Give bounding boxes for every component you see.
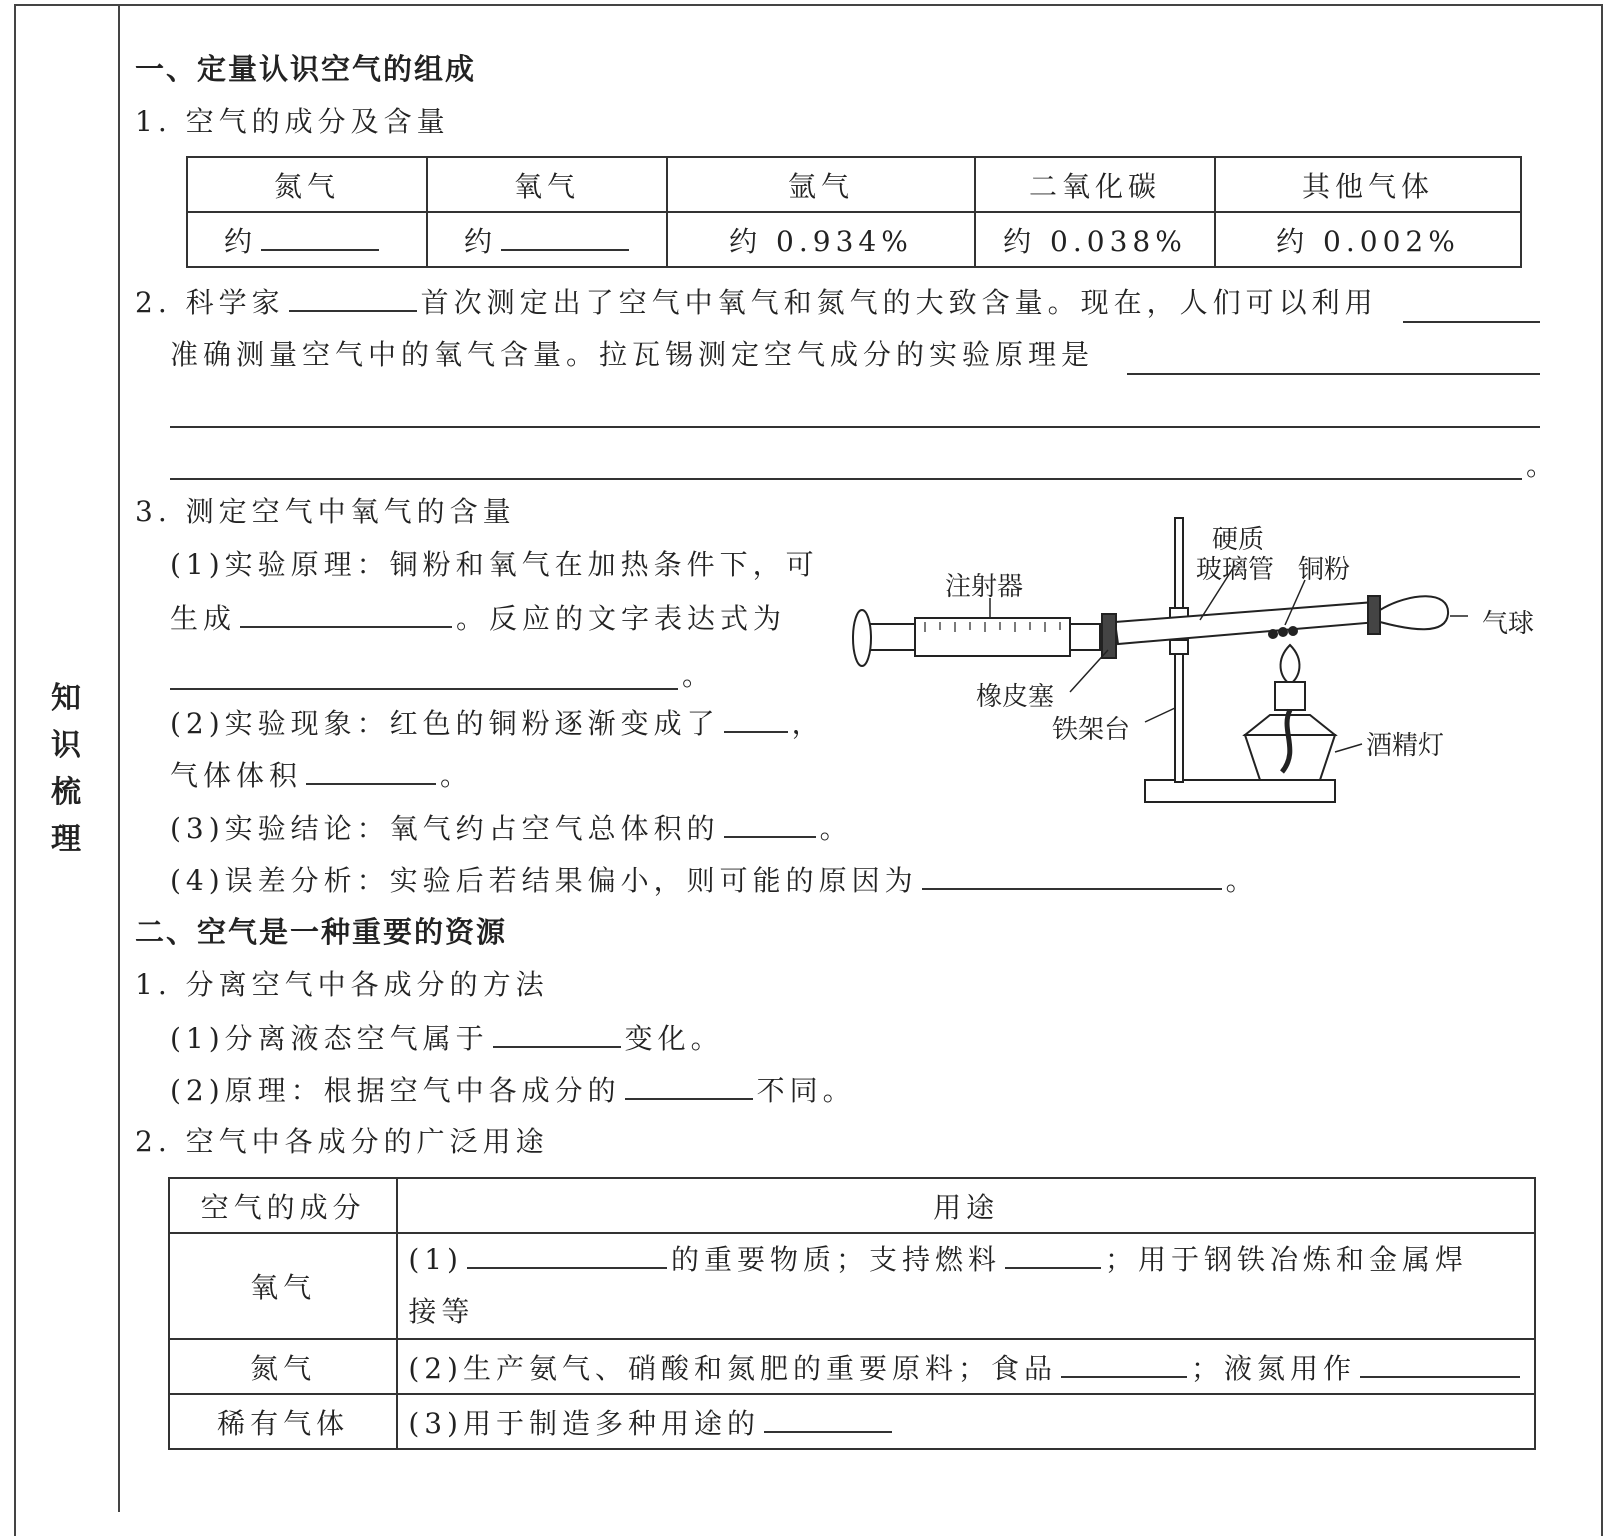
answer-blank[interactable]: [1403, 321, 1540, 323]
text-run: ；液氮用作: [1190, 1351, 1356, 1385]
sidebar-title: [44, 675, 88, 863]
answer-blank[interactable]: [289, 284, 417, 312]
table-cell: [427, 212, 667, 267]
principle-line1: (1)实验原理：铜粉和氧气在加热条件下，可: [170, 548, 819, 581]
separation-line1: [170, 1020, 724, 1057]
text-run: 接等: [408, 1295, 475, 1328]
section2-heading: 二、空气是一种重要的资源: [135, 915, 508, 949]
label-glass-tube: 玻璃管: [1196, 555, 1275, 585]
text-run: ；用于钢铁冶炼和金属焊: [1105, 1243, 1469, 1276]
answer-blank[interactable]: [170, 688, 678, 690]
label-rubber-stopper: 橡皮塞: [976, 682, 1055, 712]
section1-heading: 一、定量认识空气的组成: [135, 52, 477, 86]
answer-blank[interactable]: [306, 757, 436, 785]
table-header: 其他气体: [1215, 157, 1521, 212]
stand-base: [1145, 780, 1335, 802]
answer-blank[interactable]: [625, 1072, 753, 1100]
item2-line2: 准确测量空气中的氧气含量。拉瓦锡测定空气成分的实验原理是: [170, 338, 1095, 371]
text-run: 气体体积: [170, 759, 303, 792]
label-alcohol-lamp: 酒精灯: [1366, 731, 1445, 761]
table-header: 氧气: [427, 157, 667, 212]
uses-table: [168, 1177, 1536, 1450]
text-run: (2)原理：根据空气中各成分的: [170, 1074, 621, 1107]
sidebar-divider: [118, 4, 120, 1512]
table-cell-component: 稀有气体: [169, 1394, 397, 1449]
text-run: 不同。: [756, 1074, 856, 1107]
syringe-nozzle: [1070, 624, 1100, 650]
rubber-stopper-left: [1102, 614, 1116, 658]
table-cell-component: 氧气: [169, 1233, 397, 1339]
text-run: 首次测定出了空气中氧气和氮气的大致含量。现在，人们可以利用: [420, 286, 1378, 319]
table-cell-use: [397, 1394, 1535, 1449]
answer-blank[interactable]: [724, 705, 788, 733]
answer-blank[interactable]: [501, 223, 629, 251]
text-run: 生成: [170, 602, 237, 635]
text-run: ，: [791, 707, 825, 740]
error-analysis-line: [170, 862, 1259, 899]
text-run: (3)实验结论：氧气约占空气总体积的: [170, 812, 720, 845]
sidebar-char: 识: [51, 728, 81, 763]
table-cell-use: [397, 1233, 1535, 1339]
cell-label: 约: [224, 224, 258, 258]
table-cell: 约 0.934%: [667, 212, 975, 267]
text-run: (4)误差分析：实验后若结果偏小，则可能的原因为: [170, 864, 918, 897]
label-balloon: 气球: [1482, 609, 1535, 639]
glass-tube: [1115, 602, 1378, 644]
answer-blank[interactable]: [1005, 1241, 1101, 1269]
balloon: [1380, 596, 1448, 629]
answer-blank[interactable]: [467, 1241, 667, 1269]
table-header: 空气的成分: [169, 1178, 397, 1233]
text-run: (3)用于制造多种用途的: [408, 1406, 760, 1440]
period: 。: [682, 659, 716, 692]
flame: [1281, 645, 1300, 684]
table-header: 二氧化碳: [975, 157, 1215, 212]
text-run: 。: [1225, 864, 1259, 897]
answer-blank[interactable]: [922, 862, 1222, 890]
text-run: 变化。: [624, 1022, 724, 1055]
copper-powder: [1269, 630, 1277, 638]
answer-line[interactable]: [170, 426, 1540, 428]
sidebar-char: 理: [51, 822, 81, 857]
syringe-handle: [853, 610, 871, 666]
item2-line1: [135, 284, 1378, 321]
phenomenon-line1: [170, 705, 825, 742]
lamp-neck: [1275, 682, 1305, 710]
rubber-stopper-right: [1368, 596, 1380, 634]
table-cell: [187, 212, 427, 267]
text-run: 。: [819, 812, 853, 845]
label-copper-powder: 铜粉: [1298, 555, 1351, 585]
phenomenon-line2: [170, 757, 473, 794]
item1-title: 1. 空气的成分及含量: [135, 105, 450, 138]
text-run: 。: [440, 759, 474, 792]
s2-item1-title: 1. 分离空气中各成分的方法: [135, 968, 549, 1001]
item3-title: 3. 测定空气中氧气的含量: [135, 495, 516, 528]
period: 。: [1526, 449, 1560, 482]
composition-table: [186, 156, 1522, 268]
answer-blank[interactable]: [724, 810, 816, 838]
answer-blank[interactable]: [261, 223, 379, 251]
table-cell: 约 0.002%: [1215, 212, 1521, 267]
label-syringe: 注射器: [945, 572, 1024, 602]
apparatus-diagram: [850, 510, 1580, 810]
answer-blank[interactable]: [493, 1020, 621, 1048]
text-run: (1)分离液态空气属于: [170, 1022, 489, 1055]
answer-blank[interactable]: [764, 1405, 892, 1433]
text-run: (1): [408, 1243, 463, 1276]
table-header: 用途: [397, 1178, 1535, 1233]
conclusion-line: [170, 810, 853, 847]
s2-item2-title: 2. 空气中各成分的广泛用途: [135, 1125, 549, 1158]
syringe-barrel: [915, 618, 1070, 656]
text-run: (2)生产氨气、硝酸和氮肥的重要原料；食品: [408, 1351, 1057, 1385]
answer-blank[interactable]: [1360, 1350, 1520, 1378]
label-hard: 硬质: [1212, 525, 1265, 555]
separation-line2: [170, 1072, 856, 1109]
text-run: (2)实验现象：红色的铜粉逐渐变成了: [170, 707, 720, 740]
cell-label: 约: [464, 224, 498, 258]
text-run: 的重要物质；支持燃料: [670, 1243, 1001, 1276]
sidebar-char: 知: [51, 681, 81, 716]
table-header: 氩气: [667, 157, 975, 212]
answer-blank[interactable]: [1127, 373, 1540, 375]
text-run: 2. 科学家: [135, 286, 285, 319]
syringe-plunger: [870, 624, 915, 650]
sidebar-char: 梳: [51, 775, 81, 810]
table-cell-use: [397, 1339, 1535, 1394]
answer-line[interactable]: [170, 478, 1522, 480]
clamp: [1170, 640, 1188, 654]
principle-line2: [170, 600, 786, 637]
answer-blank[interactable]: [240, 600, 452, 628]
table-cell: 约 0.038%: [975, 212, 1215, 267]
text-run: 。反应的文字表达式为: [456, 602, 787, 635]
table-header: 氮气: [187, 157, 427, 212]
table-cell-component: 氮气: [169, 1339, 397, 1394]
answer-blank[interactable]: [1061, 1350, 1187, 1378]
label-iron-stand: 铁架台: [1052, 715, 1131, 745]
